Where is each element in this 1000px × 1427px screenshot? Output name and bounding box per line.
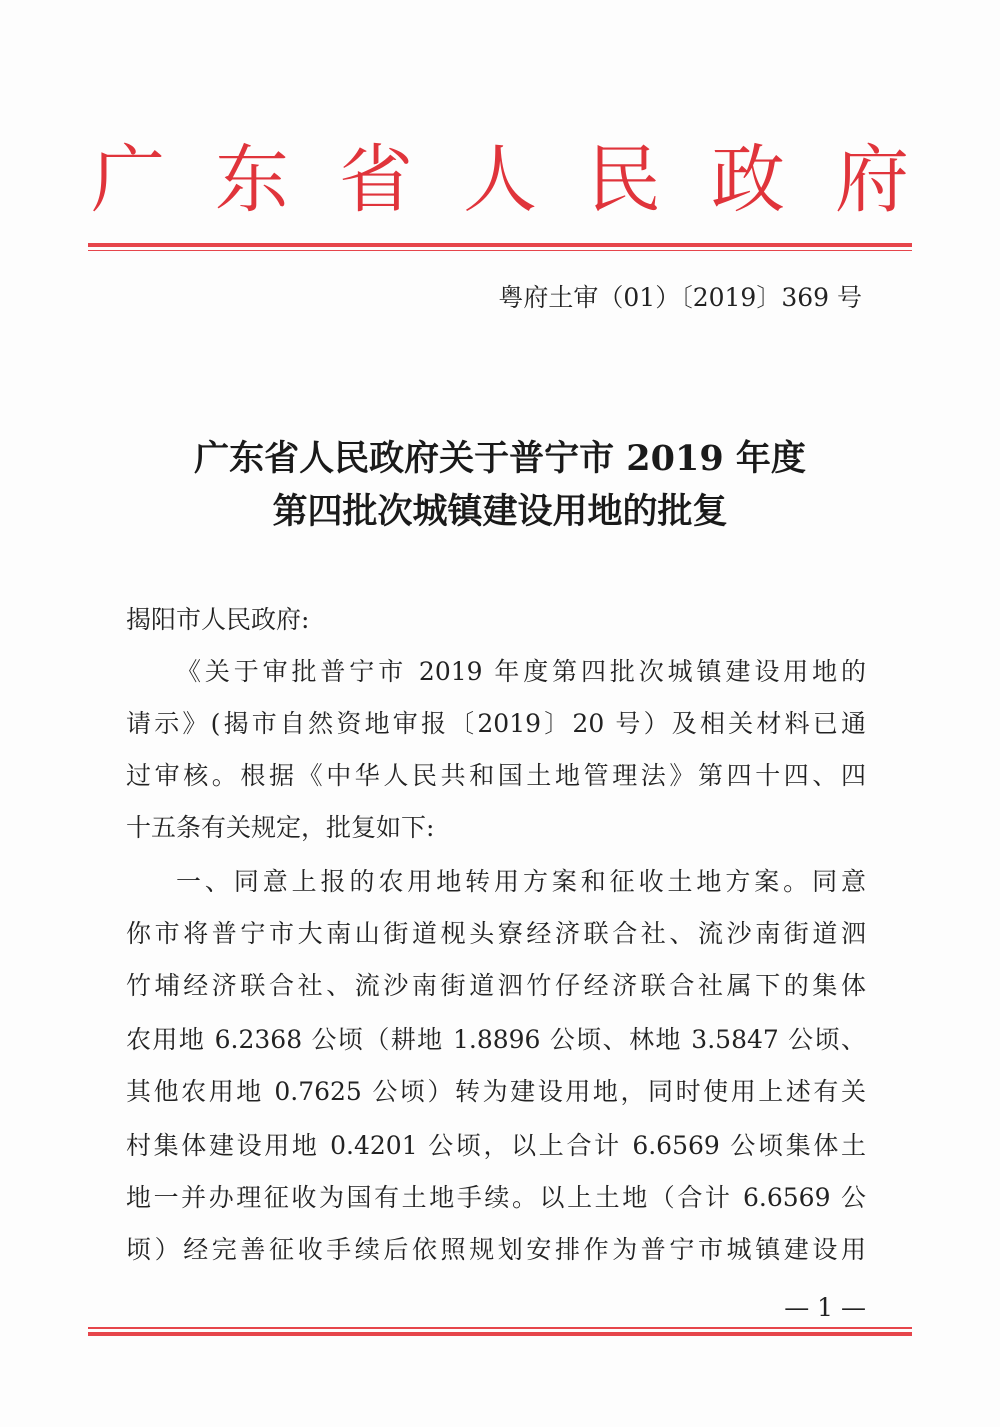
masthead-title	[88, 130, 912, 230]
header-red-rule-thick	[88, 243, 912, 247]
body-line: 过审核。根据《中华人民共和国土地管理法》第四十四、四	[126, 761, 866, 790]
page-number: — 1 —	[784, 1293, 866, 1322]
masthead-char: 民	[587, 137, 661, 223]
body-line: 你市将普宁市大南山街道枧头寮经济联合社、流沙南街道泗	[126, 919, 866, 948]
body-line: 地一并办理征收为国有土地手续。以上土地（合计 6.6569 公	[126, 1183, 866, 1212]
masthead-char: 府	[835, 137, 909, 223]
body-line: 农用地 6.2368 公顷（耕地 1.8896 公顷、林地 3.5847 公顷、	[126, 1025, 866, 1054]
body-line: 顷）经完善征收手续后依照规划安排作为普宁市城镇建设用	[126, 1235, 866, 1264]
masthead-char: 广	[91, 137, 165, 223]
masthead-char: 省	[339, 137, 413, 223]
masthead-char: 东	[215, 137, 289, 223]
body-line: 其他农用地 0.7625 公顷）转为建设用地，同时使用上述有关	[126, 1077, 866, 1106]
masthead-char: 人	[463, 137, 537, 223]
body-line: 一、同意上报的农用地转用方案和征收土地方案。同意	[176, 867, 866, 896]
document-title-line-1: 广东省人民政府关于普宁市 2019 年度	[194, 438, 806, 479]
body-line: 《关于审批普宁市 2019 年度第四批次城镇建设用地的	[176, 657, 866, 686]
body-line: 村集体建设用地 0.4201 公顷，以上合计 6.6569 公顷集体土	[126, 1131, 866, 1160]
body-line: 十五条有关规定，批复如下:	[126, 813, 435, 842]
footer-red-rule-thin	[88, 1327, 912, 1329]
body-line: 请示》(揭市自然资地审报〔2019〕20 号）及相关材料已通	[126, 709, 866, 738]
header-red-rule-thin	[88, 250, 912, 251]
document-title-line-2: 第四批次城镇建设用地的批复	[272, 491, 728, 532]
masthead-char: 政	[711, 137, 785, 223]
footer-red-rule-thick	[88, 1332, 912, 1336]
document-number: 粤府土审（01）〔2019〕369 号	[498, 283, 862, 312]
salutation: 揭阳市人民政府:	[126, 605, 310, 634]
body-line: 竹埔经济联合社、流沙南街道泗竹仔经济联合社属下的集体	[126, 971, 866, 1000]
